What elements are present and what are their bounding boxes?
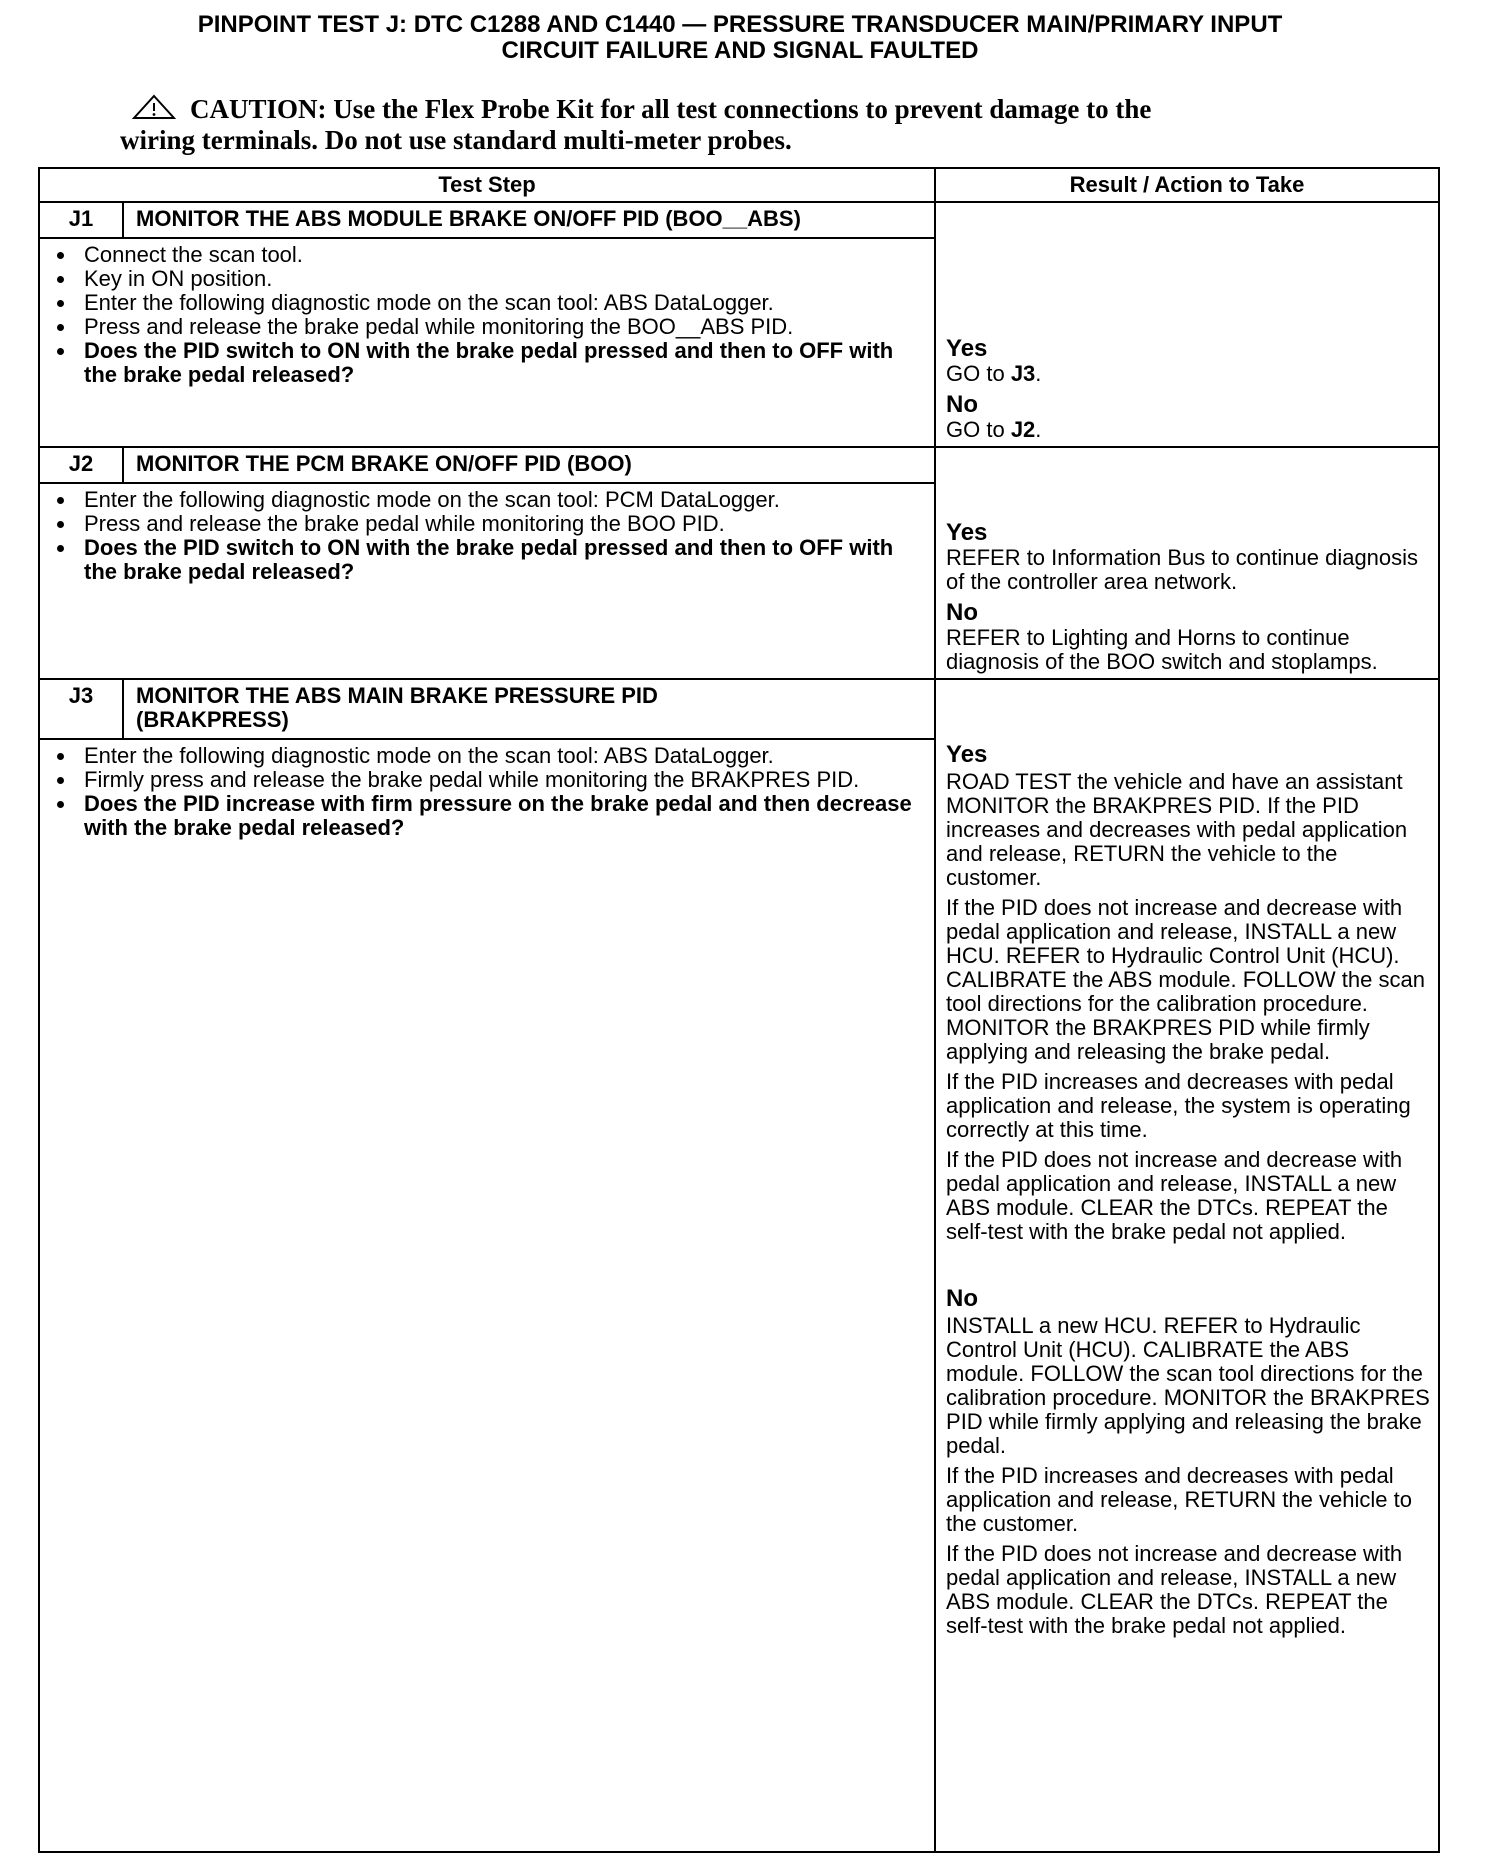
list-item: Key in ON position.: [84, 267, 924, 291]
yes-paragraph-j3: If the PID does not increase and decrease with pedal application and release, INSTALL a new ABS module. CLEAR the DTCs. REPEAT the self-test with the brake pedal not applied.: [946, 1147, 1403, 1244]
yes-suffix-j1: .: [1035, 361, 1042, 386]
title-line-2: CIRCUIT FAILURE AND SIGNAL FAULTED: [501, 37, 979, 64]
step-title-j3: MONITOR THE ABS MAIN BRAKE PRESSURE PID (BRAKPRESS): [123, 679, 935, 739]
no-paragraph-j3: If the PID does not increase and decrease with pedal application and release, INSTALL a new ABS module. CLEAR the DTCs. REPEAT the self-test with the brake pedal not applied.: [946, 1541, 1403, 1638]
title-line-1: PINPOINT TEST J: DTC C1288 AND C1440 — PRESSURE TRANSDUCER MAIN/PRIMARY INPUT: [197, 11, 1283, 38]
step-title-j2: MONITOR THE PCM BRAKE ON/OFF PID (BOO): [123, 447, 935, 483]
result-cell-j1: [935, 202, 1439, 447]
list-item: Enter the following diagnostic mode on the scan tool: ABS DataLogger.: [84, 744, 924, 768]
step-id-j2: J2: [39, 447, 123, 483]
step-body-j2: [39, 483, 935, 679]
yes-ref-j1: J3: [1010, 361, 1036, 386]
table-header-row: [39, 168, 1439, 202]
no-ref-j1: J2: [1010, 417, 1036, 442]
yes-paragraph-j3: ROAD TEST the vehicle and have an assistant MONITOR the BRAKPRES PID. If the PID increases and decreases with pedal application and release, RETURN the vehicle to the customer.: [946, 769, 1408, 890]
list-item: Press and release the brake pedal while monitoring the BOO__ABS PID.: [84, 315, 924, 339]
yes-paragraph-j3: If the PID increases and decreases with pedal application and release, the system is operating correctly at this time.: [946, 1069, 1411, 1142]
no-label-j1: No: [946, 391, 979, 418]
no-label-j3: No: [946, 1285, 979, 1312]
yes-label-j2: Yes: [946, 519, 988, 546]
pinpoint-test-table: [38, 167, 1440, 1853]
col-result-header: Result / Action to Take: [935, 168, 1439, 202]
step-title-j1: MONITOR THE ABS MODULE BRAKE ON/OFF PID (BOO__ABS): [123, 202, 935, 238]
result-cell-j3: [935, 679, 1439, 1852]
no-paragraph-j3: INSTALL a new HCU. REFER to Hydraulic Control Unit (HCU). CALIBRATE the ABS module. FOLLOW the scan tool directions for the calibration procedure. MONITOR the BRAKPRES PID while firmly applying and releasing the brake pedal.: [946, 1313, 1430, 1458]
step-question-j1: Does the PID switch to ON with the brake pedal pressed and then to OFF with the brake pedal released?: [84, 339, 924, 387]
yes-label-j1: Yes: [946, 335, 988, 362]
step-question-j3: Does the PID increase with firm pressure on the brake pedal and then decrease with the brake pedal released?: [84, 792, 924, 840]
list-item: Firmly press and release the brake pedal while monitoring the BRAKPRES PID.: [84, 768, 924, 792]
no-label-j2: No: [946, 599, 979, 626]
list-item: Press and release the brake pedal while monitoring the BOO PID.: [84, 512, 924, 536]
step-body-j1: [39, 238, 935, 447]
yes-prefix-j1: GO to: [946, 361, 1011, 386]
step-question-j2: Does the PID switch to ON with the brake pedal pressed and then to OFF with the brake pedal released?: [84, 536, 924, 584]
no-prefix-j1: GO to: [946, 417, 1011, 442]
list-item: Enter the following diagnostic mode on the scan tool: ABS DataLogger.: [84, 291, 924, 315]
step-id-j3: J3: [39, 679, 123, 739]
warning-triangle-icon: [132, 94, 176, 127]
step-body-j3: [39, 739, 935, 1852]
col-test-step-header: Test Step: [39, 168, 935, 202]
result-cell-j2: [935, 447, 1439, 679]
no-paragraph-j3: If the PID increases and decreases with pedal application and release, RETURN the vehicle to the customer.: [946, 1463, 1412, 1536]
step-header-row-j2: [39, 447, 1439, 483]
list-item: Connect the scan tool.: [84, 243, 924, 267]
list-item: Enter the following diagnostic mode on the scan tool: PCM DataLogger.: [84, 488, 924, 512]
caution-line-1: CAUTION: Use the Flex Probe Kit for all test connections to prevent damage to the: [190, 94, 1152, 124]
yes-label-j3: Yes: [946, 741, 988, 768]
no-suffix-j1: .: [1035, 417, 1042, 442]
caution-line-2: wiring terminals. Do not use standard multi-meter probes.: [120, 125, 792, 155]
yes-paragraph-j3: If the PID does not increase and decrease with pedal application and release, INSTALL a new HCU. REFER to Hydraulic Control Unit (HCU). CALIBRATE the ABS module. FOLLOW the scan tool directions for the calibration procedure. MONITOR the BRAKPRES PID while firmly applying and releasing the brake pedal.: [946, 895, 1425, 1064]
step-header-row-j1: [39, 202, 1439, 238]
page-title: [60, 12, 1420, 64]
yes-text-j2: REFER to Information Bus to continue diagnosis of the controller area network.: [946, 545, 1419, 594]
step-id-j1: J1: [39, 202, 123, 238]
no-text-j2: REFER to Lighting and Horns to continue diagnosis of the BOO switch and stoplamps.: [946, 625, 1378, 674]
caution-notice: [120, 94, 1440, 155]
step-header-row-j3: [39, 679, 1439, 739]
